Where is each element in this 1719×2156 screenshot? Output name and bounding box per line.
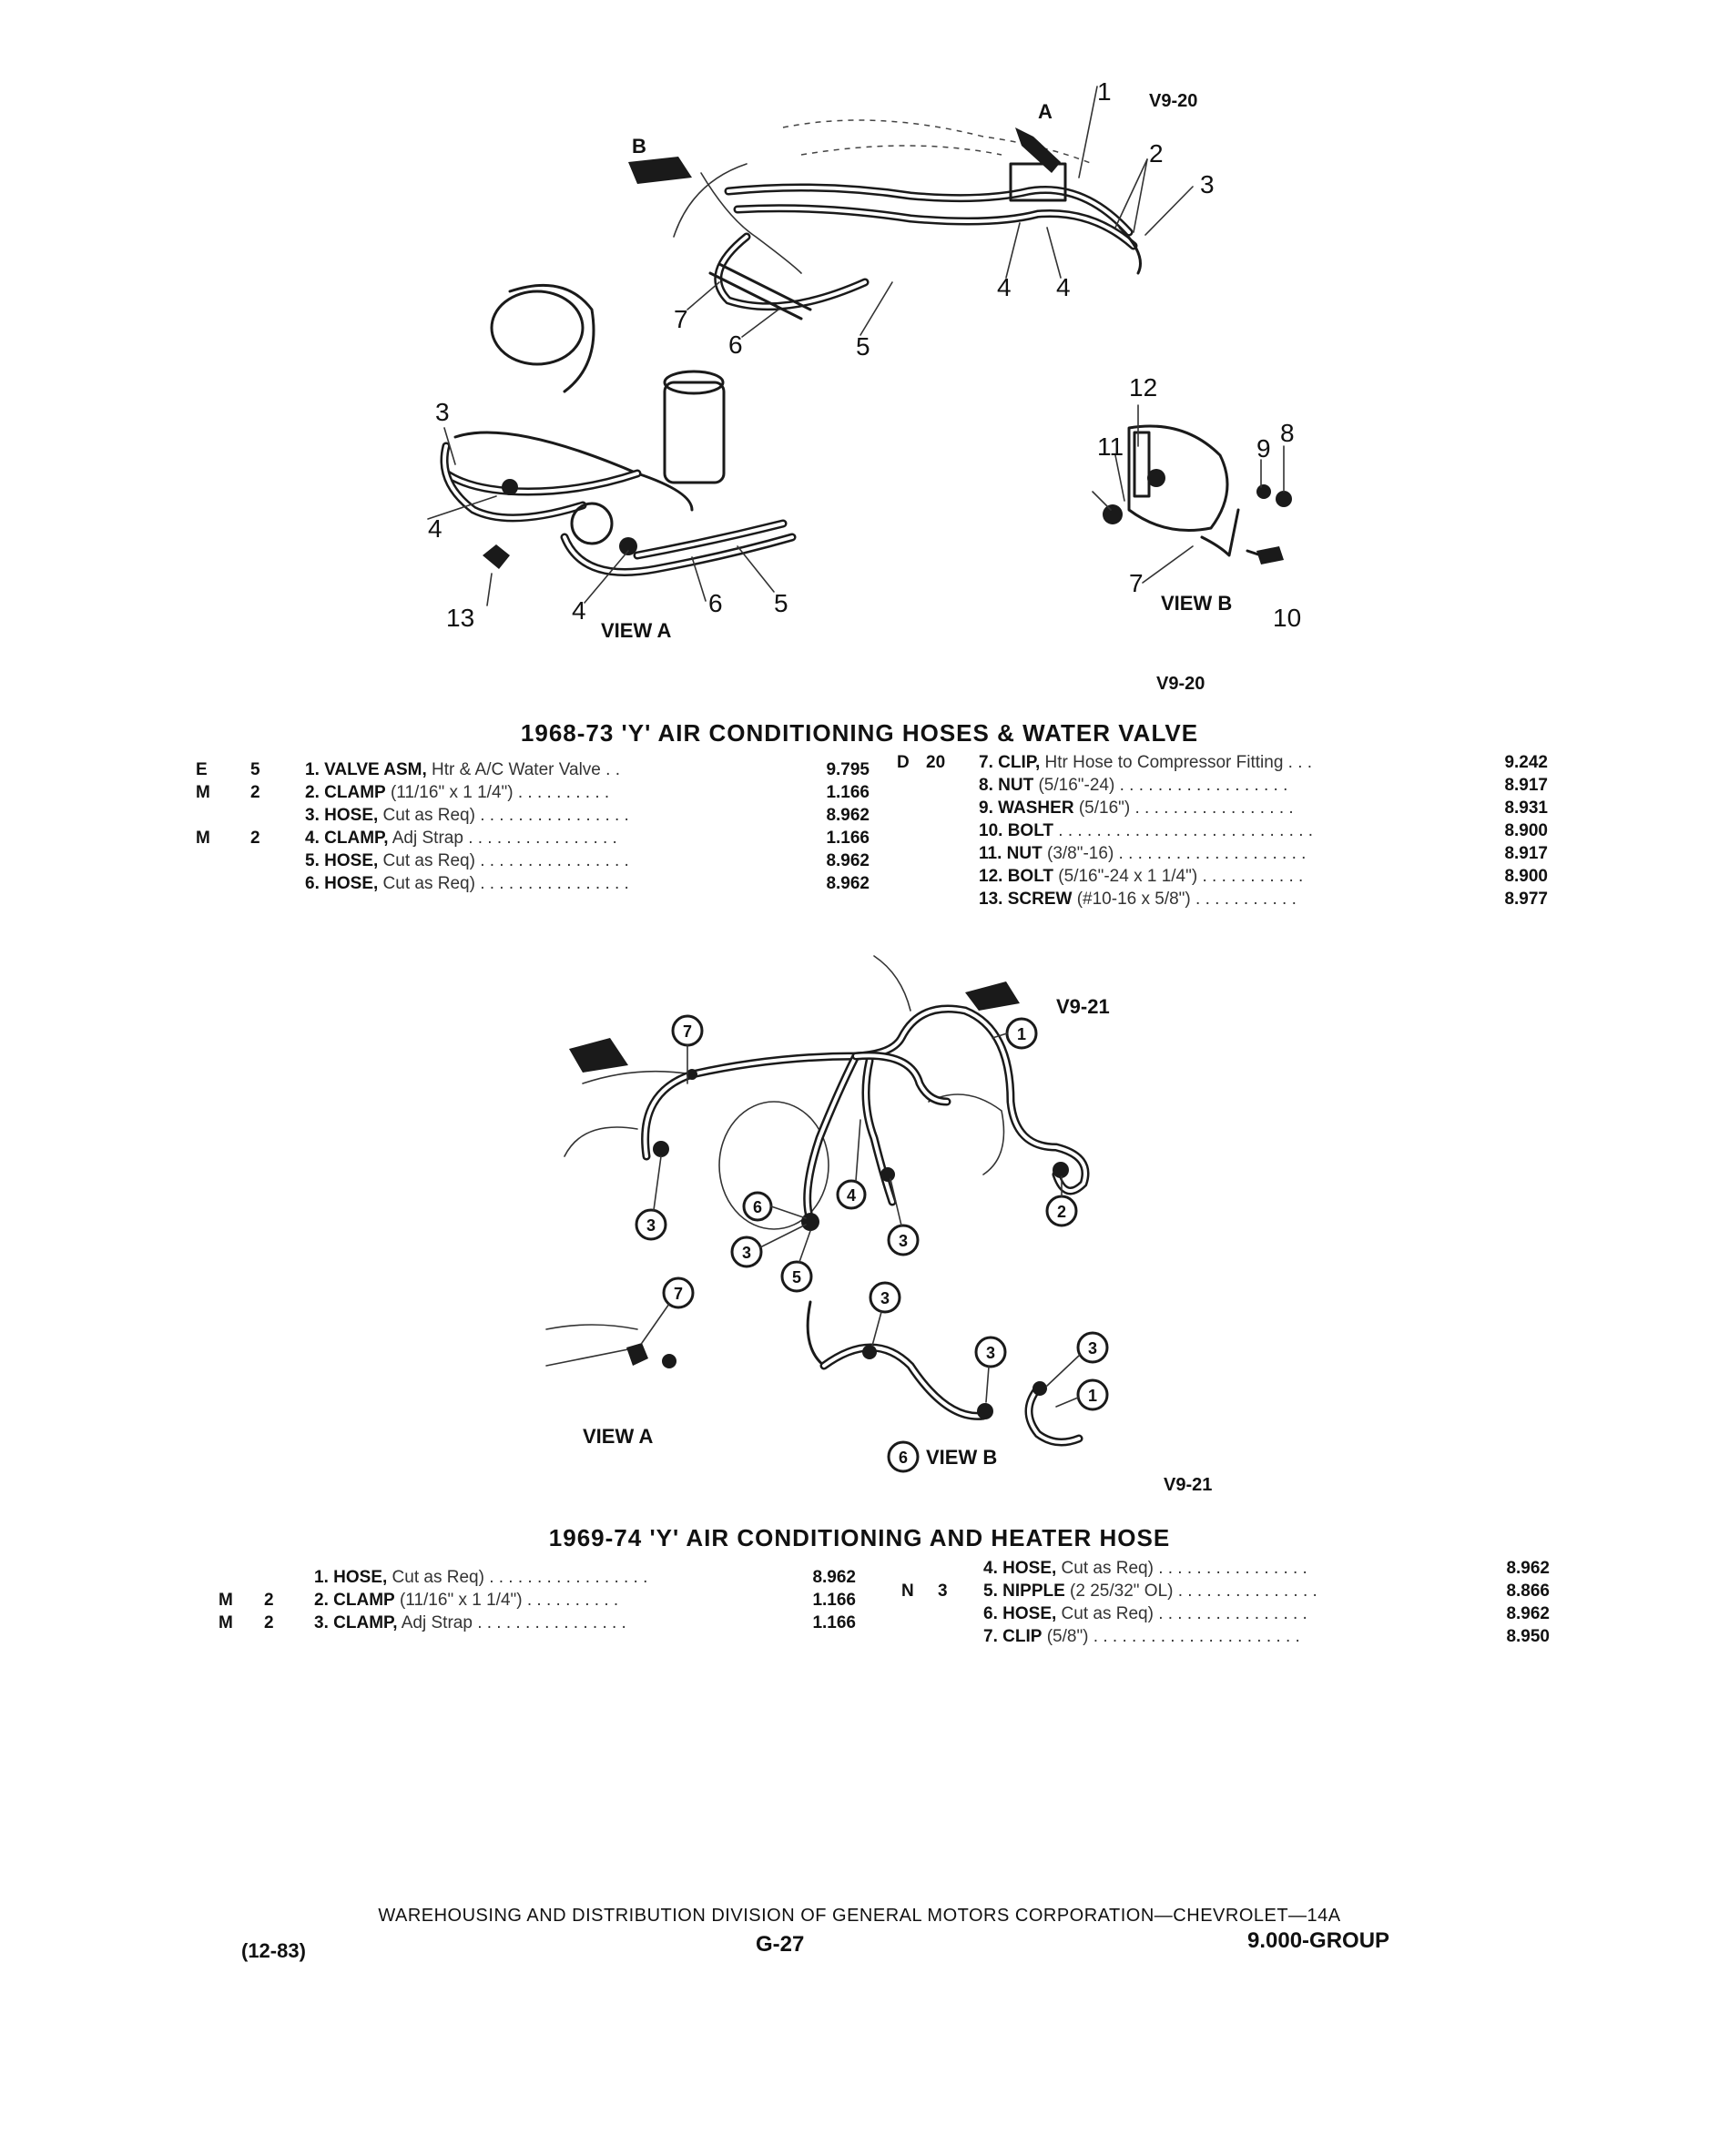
list-item [196, 783, 870, 806]
list-item [196, 760, 870, 783]
group-number: 8.866 [1506, 1581, 1550, 1601]
figure-code: V9-21 [1164, 1475, 1213, 1495]
list-item [897, 753, 1548, 776]
group-number: 8.917 [1504, 776, 1548, 795]
group-number: 8.950 [1506, 1627, 1550, 1646]
callout-circle [782, 1262, 811, 1291]
list-item [219, 1613, 856, 1636]
callout-7: 7 [674, 305, 688, 333]
group-number: 8.900 [1504, 867, 1548, 886]
group-number: 8.900 [1504, 821, 1548, 840]
source-code: N [901, 1581, 914, 1601]
footer-group: 9.000-GROUP [1247, 1928, 1390, 1953]
callout-4: 4 [428, 514, 442, 543]
view-b-label: VIEW B [926, 1446, 998, 1469]
list-item [196, 851, 870, 874]
callout-circle [976, 1337, 1005, 1367]
callout-3: 3 [1200, 170, 1215, 198]
part-description: 7. CLIP, Htr Hose to Compressor Fitting . . . [979, 753, 1313, 772]
svg-text:3: 3 [1087, 1339, 1098, 1358]
group-number: 8.962 [826, 851, 870, 870]
svg-text:6: 6 [898, 1449, 909, 1467]
part-description: 7. CLIP (5/8") . . . . . . . . . . . . . . . . . . . . . . [983, 1627, 1300, 1646]
list-item [897, 844, 1548, 867]
group-number: 8.962 [826, 874, 870, 893]
quantity: 5 [250, 760, 260, 779]
svg-text:3: 3 [985, 1344, 996, 1362]
list-item [901, 1604, 1550, 1627]
list-item [897, 821, 1548, 844]
callout-circle [1078, 1333, 1107, 1362]
callout-circle [838, 1181, 865, 1208]
callout-circle [889, 1225, 918, 1255]
quantity: 20 [926, 753, 946, 772]
source-code: M [196, 829, 210, 848]
callout-6: 6 [728, 331, 743, 359]
part-description: 1. HOSE, Cut as Req) . . . . . . . . . . . . . . . . . [314, 1568, 648, 1587]
part-description: 9. WASHER (5/16") . . . . . . . . . . . . . . . . . [979, 798, 1294, 818]
group-number: 1.166 [812, 1613, 856, 1632]
callout-5: 5 [774, 589, 788, 617]
source-code: D [897, 753, 910, 772]
group-number: 1.166 [826, 829, 870, 848]
view-a-label: VIEW A [601, 619, 672, 642]
figure-v9-20 [0, 0, 1719, 692]
part-description: 11. NUT (3/8"-16) . . . . . . . . . . . . . . . . . . . . [979, 844, 1307, 863]
section-title: 1969-74 'Y' AIR CONDITIONING AND HEATER HOSE [548, 1524, 1171, 1551]
list-item [219, 1591, 856, 1613]
callout-circle [732, 1237, 761, 1266]
page-number: G-27 [756, 1932, 805, 1957]
callout-4: 4 [572, 596, 586, 625]
callout-circle [870, 1283, 900, 1312]
footer-date: (12-83) [241, 1939, 306, 1962]
list-item [219, 1568, 856, 1591]
svg-text:3: 3 [880, 1289, 890, 1307]
callout-6: 6 [708, 589, 723, 617]
group-number: 9.242 [1504, 753, 1548, 772]
part-description: 6. HOSE, Cut as Req) . . . . . . . . . . . . . . . . [983, 1604, 1307, 1623]
callout-circle [1007, 1019, 1036, 1048]
list-item [901, 1559, 1550, 1581]
list-item [897, 798, 1548, 821]
callout-4: 4 [997, 273, 1012, 301]
svg-text:3: 3 [741, 1244, 752, 1262]
part-description: 13. SCREW (#10-16 x 5/8") . . . . . . . . . . . [979, 890, 1297, 909]
group-number: 8.962 [812, 1568, 856, 1587]
group-number: 8.962 [1506, 1559, 1550, 1578]
callout-circle [664, 1278, 693, 1307]
group-number: 8.962 [826, 806, 870, 825]
quantity: 2 [264, 1613, 274, 1632]
group-number: 9.795 [826, 760, 870, 779]
list-item [901, 1581, 1550, 1604]
callout-circle [1047, 1196, 1076, 1225]
part-description: 5. NIPPLE (2 25/32" OL) . . . . . . . . . . . . . . . [983, 1581, 1317, 1601]
source-code: M [219, 1613, 233, 1632]
figure-v9-21 [0, 938, 1719, 1520]
quantity: 3 [938, 1581, 948, 1601]
callout-circle [636, 1210, 666, 1239]
list-item [897, 776, 1548, 798]
callout-circle [673, 1016, 702, 1045]
part-description: 3. CLAMP, Adj Strap . . . . . . . . . . . . . . . . [314, 1613, 626, 1632]
group-number: 1.166 [826, 783, 870, 802]
svg-text:6: 6 [752, 1198, 763, 1216]
callout-8: 8 [1280, 419, 1295, 447]
svg-text:3: 3 [898, 1232, 909, 1250]
callout-13: 13 [446, 604, 475, 632]
callout-10: 10 [1273, 604, 1302, 632]
callout-9: 9 [1256, 434, 1271, 463]
part-description: 2. CLAMP (11/16" x 1 1/4") . . . . . . . . . . [314, 1591, 619, 1610]
list-item [196, 806, 870, 829]
group-number: 8.931 [1504, 798, 1548, 818]
callout-circle [744, 1193, 771, 1220]
part-description: 3. HOSE, Cut as Req) . . . . . . . . . . . . . . . . [305, 806, 629, 825]
quantity: 2 [250, 829, 260, 848]
section-title: 1968-73 'Y' AIR CONDITIONING HOSES & WATER VALVE [520, 719, 1199, 747]
callout-12: 12 [1129, 373, 1158, 402]
svg-text:5: 5 [791, 1268, 802, 1286]
svg-text:7: 7 [682, 1022, 693, 1041]
callout-1: 1 [1097, 77, 1112, 106]
part-description: 1. VALVE ASM, Htr & A/C Water Valve . . [305, 760, 620, 779]
figure-v9-21-illustration [0, 938, 1719, 1520]
figure-code: V9-21 [1056, 995, 1110, 1018]
figure-code: V9-20 [1156, 674, 1205, 694]
group-number: 1.166 [812, 1591, 856, 1610]
part-description: 6. HOSE, Cut as Req) . . . . . . . . . . . . . . . . [305, 874, 629, 893]
list-item [897, 867, 1548, 890]
list-item [196, 829, 870, 851]
svg-text:7: 7 [673, 1285, 684, 1303]
svg-text:1: 1 [1016, 1025, 1027, 1043]
part-description: 4. CLAMP, Adj Strap . . . . . . . . . . . . . . . . [305, 829, 617, 848]
quantity: 2 [250, 783, 260, 802]
part-description: 8. NUT (5/16"-24) . . . . . . . . . . . . . . . . . . [979, 776, 1288, 795]
group-number: 8.977 [1504, 890, 1548, 909]
part-description: 10. BOLT . . . . . . . . . . . . . . . . . . . . . . . . . . . [979, 821, 1314, 840]
group-number: 8.962 [1506, 1604, 1550, 1623]
part-description: 4. HOSE, Cut as Req) . . . . . . . . . . . . . . . . [983, 1559, 1307, 1578]
svg-text:4: 4 [846, 1186, 857, 1205]
group-number: 8.917 [1504, 844, 1548, 863]
list-item [196, 874, 870, 897]
arrow-tag-b: B [632, 135, 646, 158]
source-code: M [219, 1591, 233, 1610]
figure-code: V9-20 [1149, 91, 1198, 111]
part-description: 2. CLAMP (11/16" x 1 1/4") . . . . . . . . . . [305, 783, 610, 802]
arrow-tag-a: A [1038, 100, 1053, 123]
figure-v9-20-illustration [0, 0, 1719, 692]
view-b-label: VIEW B [1161, 592, 1233, 615]
callout-circle [889, 1442, 918, 1471]
svg-text:1: 1 [1087, 1387, 1098, 1405]
callout-circle [1078, 1380, 1107, 1409]
callout-11: 11 [1097, 432, 1124, 461]
callout-7: 7 [1129, 569, 1144, 597]
callout-4: 4 [1056, 273, 1071, 301]
callout-5: 5 [856, 332, 870, 361]
callout-2: 2 [1149, 139, 1164, 168]
part-description: 5. HOSE, Cut as Req) . . . . . . . . . . . . . . . . [305, 851, 629, 870]
svg-text:3: 3 [646, 1216, 656, 1235]
source-code: E [196, 760, 208, 779]
quantity: 2 [264, 1591, 274, 1610]
view-a-label: VIEW A [583, 1425, 654, 1448]
source-code: M [196, 783, 210, 802]
list-item [901, 1627, 1550, 1650]
svg-text:2: 2 [1056, 1203, 1067, 1221]
list-item [897, 890, 1548, 912]
footer-publisher: WAREHOUSING AND DISTRIBUTION DIVISION OF GENERAL MOTORS CORPORATION—CHEVROLET—14A [378, 1906, 1341, 1926]
part-description: 12. BOLT (5/16"-24 x 1 1/4") . . . . . . . . . . . [979, 867, 1304, 886]
callout-3: 3 [435, 398, 450, 426]
